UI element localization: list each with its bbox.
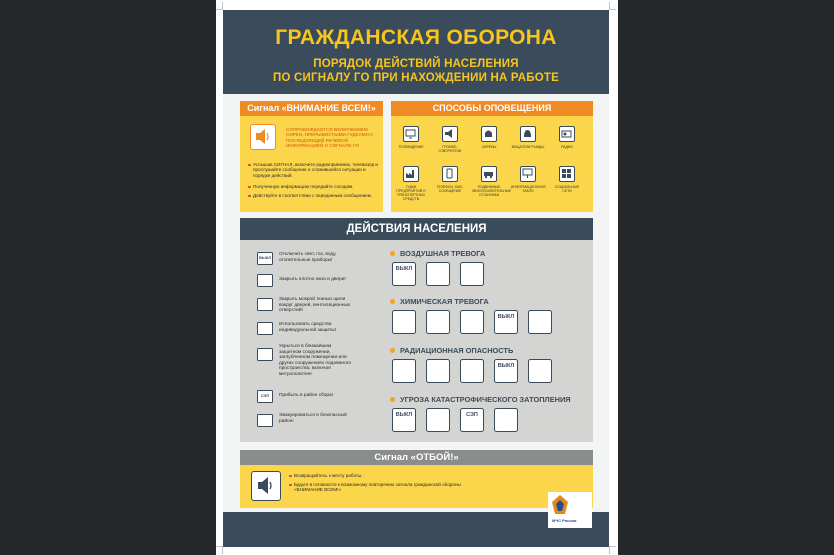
actions-panel	[240, 240, 593, 442]
poster	[223, 10, 609, 547]
notify-label: СОЦИАЛЬНЫЕ СЕТИ	[554, 185, 580, 193]
notify-label: ВЕЩАТЕЛИ РЫНДЫ	[511, 145, 545, 149]
crop-mark	[609, 9, 616, 10]
emchs-emblem	[548, 492, 592, 528]
loudspeaker-icon	[442, 126, 458, 142]
notify-label: ТЕЛЕВИДЕНИЕ	[398, 145, 424, 149]
category-title: ХИМИЧЕСКАЯ ТРЕВОГА	[390, 297, 489, 306]
action-text: Отключить свет, газ, воду, отопительные приборы!	[279, 252, 337, 263]
vehicle-icon	[481, 166, 497, 182]
crop-mark	[216, 9, 223, 10]
bell-icon	[520, 126, 536, 142]
notify-label: РАДИО	[561, 145, 573, 149]
notify-panel-title: СПОСОБЫ ОПОВЕЩЕНИЯ	[391, 101, 593, 116]
phone-icon	[442, 166, 458, 182]
action-text: Использовать средства индивидуальной защиты!	[279, 322, 336, 333]
radio-icon	[559, 126, 575, 142]
action-text: Закрыть плотно окна и двери!	[279, 277, 346, 282]
poster-header	[223, 10, 609, 94]
evacuation-icon	[257, 414, 273, 427]
category-title: РАДИАЦИОННАЯ ОПАСНОСТЬ	[390, 346, 513, 355]
otboi-panel	[240, 465, 593, 508]
evacuation-icon	[494, 408, 518, 432]
action-text: Закрыть мокрой тканью щели вокруг дверей, вентиляционных отверстий!	[279, 297, 351, 314]
board-icon	[520, 166, 536, 182]
otboi-bullet: Будьте в готовности к возможному повторению сигнала гражданской обороны «ВНИМАНИЕ ВСЕМ!»	[289, 482, 464, 493]
power-off-icon: ВЫКЛ	[257, 252, 273, 265]
door-seal-icon	[257, 298, 273, 311]
crop-mark	[609, 2, 610, 9]
power-off-icon: ВЫКЛ	[392, 262, 416, 286]
notify-label: ПОДВИЖНЫЕ ЗВУКОУСИЛИТЕЛЬНЫЕ УСТАНОВКИ	[472, 185, 512, 197]
gas-mask-icon	[392, 359, 416, 383]
action-text: Прибыть в район сбора!	[279, 393, 334, 398]
factory-icon	[403, 166, 419, 182]
otboi-title: Сигнал «ОТБОЙ!»	[240, 450, 593, 465]
action-text: Укрыться в ближайшем защитном сооружении, заглубленном помещении или других сооружениях подземного пространства, включая метрополитен!	[279, 344, 352, 377]
notify-label: ИНФОРМАЦИОННОЕ ТАБЛО	[511, 185, 546, 193]
gas-mask-icon	[257, 322, 273, 335]
poster-subtitle-line2: ПО СИГНАЛУ ГО ПРИ НАХОЖДЕНИИ НА РАБОТЕ	[273, 72, 559, 84]
crop-mark	[222, 547, 223, 554]
action-text: Эвакуироваться в безопасный район!	[279, 413, 347, 424]
social-icon	[559, 166, 575, 182]
crop-mark	[609, 547, 610, 554]
emblem-label: МЧС России	[552, 518, 577, 523]
power-off-icon: ВЫКЛ	[494, 359, 518, 383]
signal-bullet: Полученную информацию передайте соседям.	[248, 184, 381, 189]
door-seal-icon	[460, 310, 484, 334]
loudspeaker-icon	[251, 471, 281, 501]
window-icon	[257, 274, 273, 287]
shelter-icon	[257, 348, 273, 361]
tv-icon	[403, 126, 419, 142]
category-title: ВОЗДУШНАЯ ТРЕВОГА	[390, 249, 485, 258]
siren-icon	[481, 126, 497, 142]
window-icon	[426, 262, 450, 286]
gas-mask-icon	[392, 310, 416, 334]
window-icon	[426, 359, 450, 383]
otboi-bullet: Возвращайтесь к месту работы.	[289, 473, 464, 478]
poster-subtitle-line1: ПОРЯДОК ДЕЙСТВИЙ НАСЕЛЕНИЯ	[313, 58, 519, 70]
crop-mark	[222, 2, 223, 9]
signal-description: СОПРОВОЖДАЕТСЯ ВКЛЮЧЕНИЕМ СИРЕН, ПРЕРЫВИСТЫМИ ГУДКАМИ С ПОСЛЕДУЮЩЕЙ РЕЧЕВОЙ ИНФОРМАЦИЕЙ О СИГНАЛЕ ГО	[286, 127, 374, 149]
shelter-icon	[528, 359, 552, 383]
loudspeaker-icon	[250, 124, 276, 150]
crop-mark	[609, 546, 616, 547]
actions-title: ДЕЙСТВИЯ НАСЕЛЕНИЯ	[240, 218, 593, 240]
poster-title: ГРАЖДАНСКАЯ ОБОРОНА	[275, 26, 557, 49]
signal-panel	[240, 116, 383, 212]
door-seal-icon	[460, 359, 484, 383]
power-off-icon: ВЫКЛ	[392, 408, 416, 432]
assembly-point-icon: СЭП	[257, 390, 273, 403]
shelter-icon	[460, 262, 484, 286]
category-title: УГРОЗА КАТАСТРОФИЧЕСКОГО ЗАТОПЛЕНИЯ	[390, 395, 571, 404]
signal-panel-title: Сигнал «ВНИМАНИЕ ВСЕМ!»	[240, 101, 383, 116]
window-icon	[426, 408, 450, 432]
notify-label: ГРОМКО-ГОВОРИТЕЛИ	[438, 145, 462, 153]
notify-label: ТЕЛЕФОН, СМС-СООБЩЕНИЕ	[436, 185, 464, 193]
window-icon	[426, 310, 450, 334]
power-off-icon: ВЫКЛ	[494, 310, 518, 334]
shelter-icon	[528, 310, 552, 334]
notify-panel	[391, 116, 593, 212]
signal-bullet: Услышав СИГНАЛ, включите радиоприемник, телевизор и прослушайте сообщение о сложившейся ситуации и порядке действий.	[248, 162, 381, 178]
assembly-point-icon: СЭП	[460, 408, 484, 432]
notify-label: СИРЕНЫ	[481, 145, 497, 149]
signal-bullet: Действуйте в соответствии с переданным сообщением.	[248, 193, 381, 198]
notify-label: ГУДКИ ПРЕДПРИЯТИЙ И ТРАНСПОРТНЫХ СРЕДСТВ	[396, 185, 426, 201]
